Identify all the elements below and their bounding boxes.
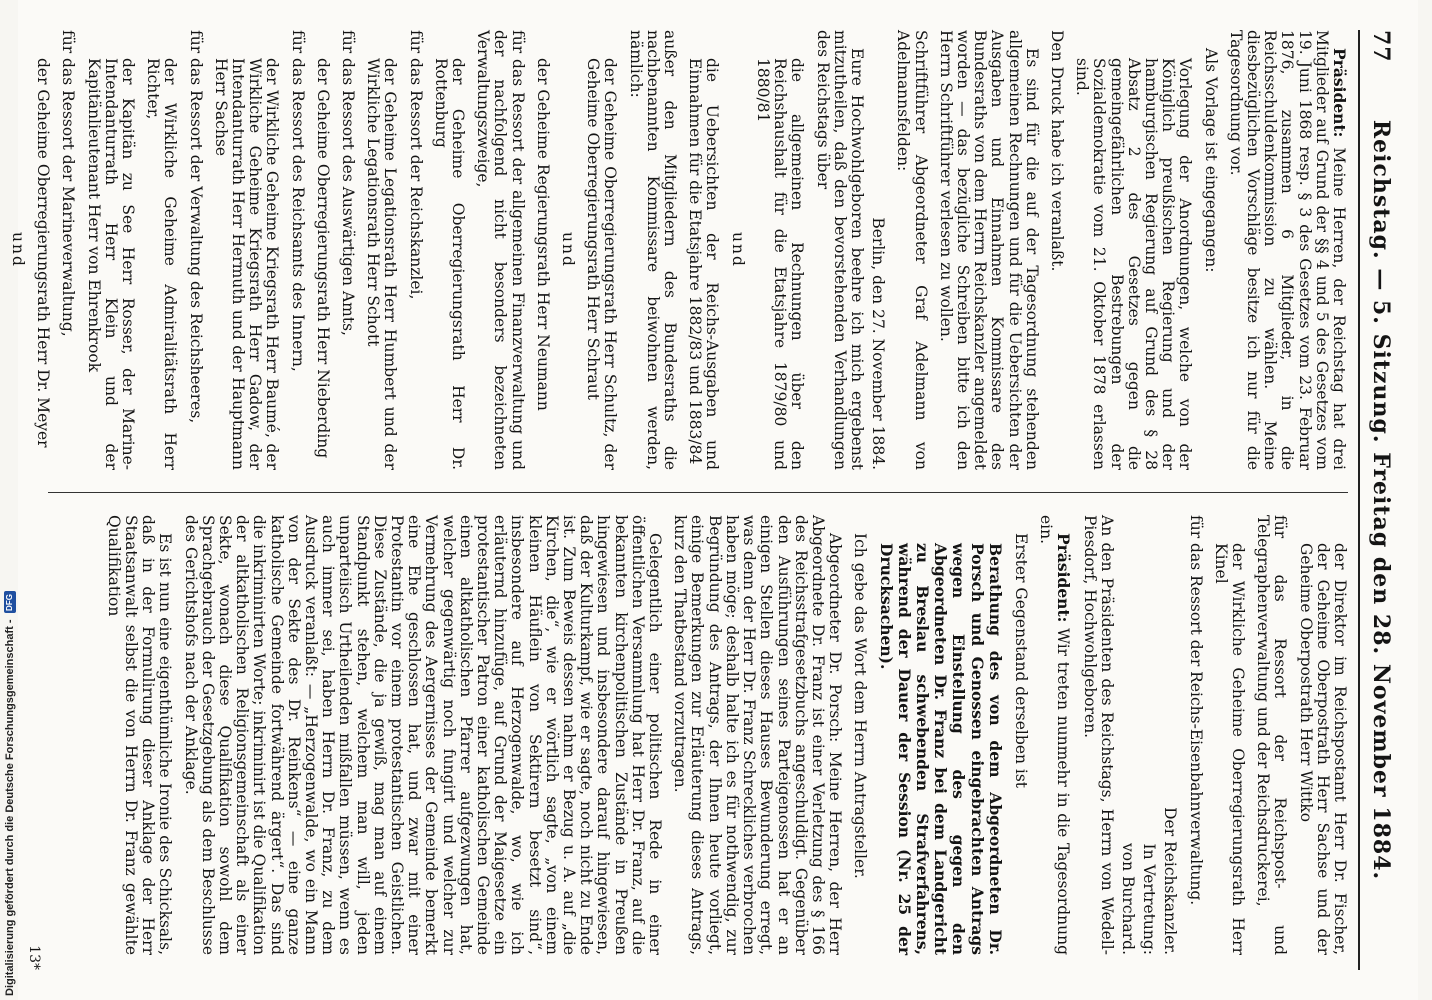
paragraph: und [9, 232, 27, 268]
paragraph: der Geheime Regierungsrath Herr Neumann [533, 58, 552, 411]
speaker-label: Präsident: [1330, 48, 1349, 138]
paragraph: der Geheime Oberregierungsrath Herr Schultz, der Geheime Oberregierungsrath Herr Schraut [584, 58, 620, 470]
paragraph: Ich gebe das Wort dem Herrn Antragsteller. [851, 533, 870, 879]
right-text-column [97, 515, 1348, 955]
paragraph: Es sind für die auf der Tagesordnung stehenden allgemeinen Rechnungen und für die Uebersichten der Ausgaben und Einnahmen Kommissare des Bundesraths von dem Herrn Reichskanzler angemeldet worden — das bezügliche Schreiben bitte ich den Herrn Schriftführer verlesen zu wollen. [936, 30, 1041, 470]
paragraph: der Wirkliche Geheime Oberregierungsrath Herr Kinel [1211, 543, 1247, 955]
paragraph: der Direktor im Reichspostamt Herr Dr. Fischer, der Geheime Oberpostrath Herr Sachse und der Geheime Oberpostrath Herr Wittko [1296, 543, 1349, 955]
paragraph [1037, 515, 1072, 955]
paragraph: die allgemeinen Rechnungen über den Reichshaushalt für die Etatsjahre 1879/80 und 1880/81 [753, 58, 807, 470]
running-title: Reichstag. — 5. Sitzung. Freitag den 28. November 1884. [1368, 119, 1394, 881]
paragraph: Als Vorlage ist eingegangen: [1201, 48, 1220, 273]
paragraph: für das Ressort der Reichspost- und Telegraphenverwaltung und der Reichsdruckerei, [1254, 515, 1290, 955]
page-number: 77 [1368, 30, 1394, 63]
paragraph: und [559, 232, 578, 268]
paragraph: für das Ressort der Reichs-Eisenbahnverwaltung. [1186, 515, 1205, 906]
paragraph: der Geheime Oberregierungsrath Herr Nieberding [313, 58, 332, 459]
paragraph: Erster Gegenstand derselben ist [1011, 533, 1030, 789]
paragraph: In Vertretung: [1140, 843, 1159, 955]
paragraph: für das Ressort der Marineverwaltung, [59, 30, 78, 337]
paragraph: An den Präsidenten des Reichstags, Herrn von Wedell-Piesdorf, Hochwohlgeboren. [1080, 515, 1116, 955]
paragraph-text: Meine Herren, der Reichstag hat drei Mitglieder auf Grund der §§ 4 und 5 des Gesetzes vom 19. Juni 1868 resp. § 3 des Gesetzes vom 23. Februar 1876, zusammen 6 Mitglieder, in die Reichsschuldenkommission zu wählen. Meine diesbezüglichen Vorschläge besitze ich nur für die Tagesordnung vor. [1226, 30, 1348, 470]
paragraph: Es ist nun eine eigenthümliche Ironie des Schicksals, daß in der Formulirung dieser Anklage der Herr Staatsanwalt selbst die von Herrn Dr. Franz gewählte Qualifikation [104, 515, 175, 955]
paragraph: für das Ressort der Reichskanzlei, [406, 30, 425, 300]
paragraph: für das Ressort des Reichsamts des Innern, [288, 30, 307, 372]
running-header [1358, 30, 1400, 970]
paragraph: außer den Mitgliedern des Bundesraths die nachbenannten Kommissare beiwohnen werden, nämlich: [626, 30, 680, 470]
paragraph [0, 30, 1, 470]
paragraph: der Geheime Legationsrath Herr Humbert und der Wirkliche Legationsrath Herr Schott [364, 58, 400, 470]
paragraph: Schriftführer Abgeordneter Graf Adelmann von Adelmannsfelden: [894, 30, 930, 470]
paragraph: der Wirkliche Geheime Admiralitätsrath Herr Richter, [144, 58, 180, 470]
paragraph: für das Ressort des Auswärtigen Amts, [339, 30, 358, 336]
paragraph [876, 515, 1003, 955]
paragraph: für das Ressort der Verwaltung des Reichsheeres, [186, 30, 205, 424]
paragraph: Abgeordneter Dr. Porsch: Meine Herren, der Herr Abgeordnete Dr. Franz ist einer Verletzung des § 166 des Reichsstrafgesetzbuchs angeschuldigt. Gegenüber den Ausführungen seines Parteigenossen hat er an einigen Stellen dieses Hauses Bewunderung erregt, was denn der Herr Dr. Franz Schreckliches verbrochen haben möge; deshalb halte ich es für nothwendig, zur Begründung des Antrags, der Ihnen heute vorliegt, einige Bemerkungen zur Erläuterung dieses Antrags, kurz den Thatbestand vorzutragen. [671, 515, 845, 955]
paragraph: Berlin, den 27. November 1884. [869, 217, 888, 470]
paragraph: der Geheime Oberregierungsrath Herr Dr. Rottenburg [431, 58, 468, 470]
speaker-label: Präsident: [1054, 533, 1074, 623]
paragraph: Der Reichskanzler. [1161, 807, 1180, 955]
paragraph: der Kapitän zu See Herr Rosser, der Marine-Intendanturrath Herr Klein und der Kapitänlieutenant Herr von Ehrenkrook [84, 58, 138, 470]
paragraph: Den Druck habe ich veranlaßt. [1047, 30, 1066, 272]
paragraph: die Uebersichten der Reichs-Ausgaben und Einnahmen für die Etatsjahre 1882/83 und 1883/84 [686, 58, 722, 470]
credit-text: Digitalisierung gefördert durch die Deutsche Forschungsgemeinschaft - [4, 619, 16, 996]
paragraph: von Burchard. [1118, 843, 1137, 955]
paragraph-text: Wir treten nunmehr in die Tagesordnung ein. [1037, 515, 1073, 955]
paragraph: Gelegentlich einer politischen Rede in einer öffentlichen Versammlung hat Herr Dr. Franz, auf die bekannten kirchenpolitischen Zustände in Preußen hingewiesen und insbesondere darauf hingewiesen, daß der Kulturkampf, wie er sagte, noch nicht zu Ende ist. Zum Beweis dessen nahm er Bezug u. A. auf „die Kirchen, die“, wie er wörtlich sagte, „von einem kleinen Häuflein von Sektirern besetzt sind“, insbesondere auf Herzogenwalde, wo, wie ich erläuternd hinzufüge, auf Grund der Maigesetze ein protestantischer Patron einer katholischen Gemeinde einen altkatholischen Pfarrer aufgezwungen hat, welcher gegenwärtig noch fungirt und welcher zur Vermehrung des Aergernisses der Gemeinde bemerkt eine Ehe geschlossen hat, und zwar mit einer Protestantin vor einem protestantischen Geistlichen. Diese Zustände, die ja gewiß, mag man auf einem Standpunkt stehen, welchem man will, jeden unparteiisch Urtheilenden mißfallen müssen, wenn es auch immer sei, haben Herrn Dr. Franz, zu dem Ausdruck veranlaßt: — „Herzogenwalde, wo ein Mann von der Sekte des Dr. Reinkens“ — eine ganze katholische Gemeinde fortwährend ärgert“. Das sind die inkriminirten Worte; inkriminirt ist die Qualifikation der altkatholischen Religionsgemeinschaft als einer Sekte, wonach diese Qualifikation sowohl dem Sprachgebrauch der Gesetzgebung als dem Beschlusse des Gerichtshofs nach der Anklage. [181, 515, 665, 955]
paragraph: Eure Hochwohlgeboren beehre ich mich ergebenst mitzutheilen, daß den bevorstehenden Verhandlungen des Reichstags über [813, 30, 866, 470]
paragraph: der Wirkliche Geheime Kriegsrath Herr Baumé, der Wirkliche Geheime Kriegsrath Herr Gadow, der Intendanturrath Herr Hermuth und der Hauptmann Herr Sachse [211, 58, 282, 470]
digitization-credit [2, 0, 18, 1000]
paragraph [1227, 30, 1348, 470]
dfg-logo-icon: DFG [4, 591, 16, 613]
agenda-item-title: Berathung des von dem Abgeordneten Dr. Porsch und Genossen eingebrachten Antrags wegen Einstellung des gegen den Abgeordneten Dr. Franz bei dem Landgericht zu Breslau schwebenden Strafverfahrens, während der Dauer der Session (Nr. 25 der Drucksachen). [876, 543, 1005, 955]
paragraph: für das Ressort der allgemeinen Finanzverwaltung und der nachfolgend nicht besonders bezeichneten Verwaltungszweige, [474, 30, 527, 470]
paragraph: Vorlegung der Anordnungen, welche von der Königlich preußischen Regierung und der hamburgischen Regierung auf Grund des § 28 Absatz 2 des Gesetzes gegen die gemeingefährlichen Bestrebungen der Sozialdemokratie vom 21. Oktober 1878 erlassen sind. [1073, 58, 1195, 470]
paragraph: und [728, 232, 747, 268]
left-text-column [0, 30, 1348, 470]
paragraph: der Geheime Oberregierungsrath Herr Dr. Meyer [34, 58, 53, 448]
column-divider [48, 492, 1348, 493]
signature-mark: 13* [26, 945, 42, 970]
